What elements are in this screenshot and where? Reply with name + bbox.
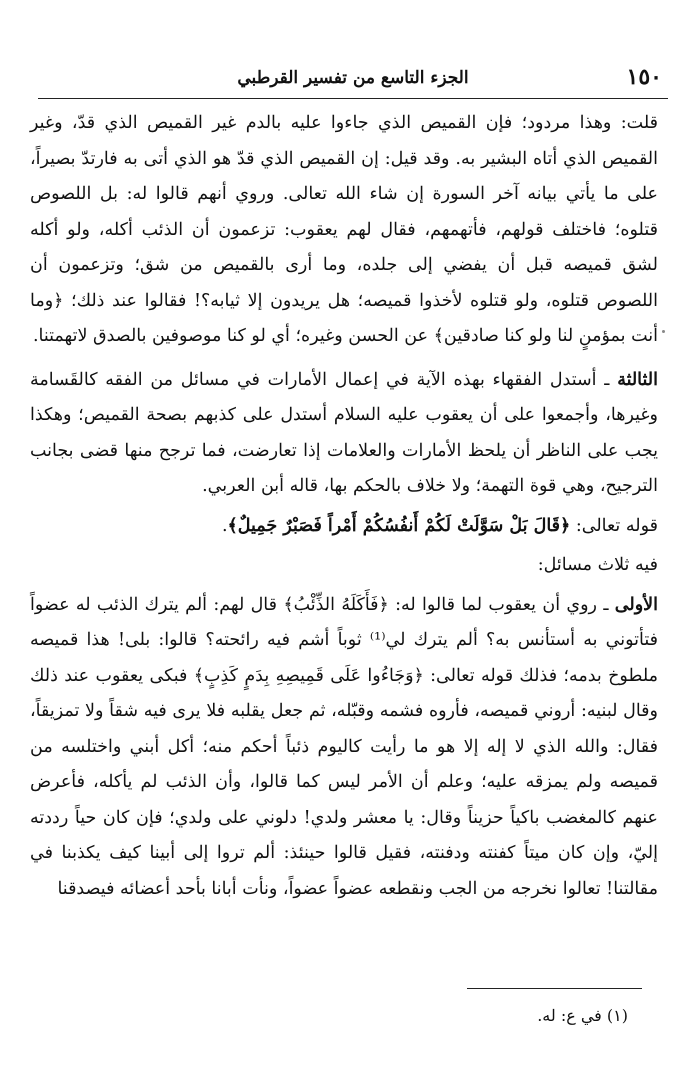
header-title: الجزء التاسع من تفسير القرطبي <box>237 68 469 88</box>
quran-verse: ﴿قَالَ بَلْ سَوَّلَتْ لَكُمْ أَنفُسُكُمْ أَمْراً فَصَبْرٌ جَمِيلٌ﴾ <box>227 515 571 536</box>
paragraph-first-text: ـ روي أن يعقوب لما قالوا له: ﴿فَأَكَلَهُ الذِّئْبُ﴾ قال لهم: ألم يترك الذئب له عضواً فتأتوني به أستأنس به؟ ألم يترك لي⁽¹⁾ ثوباً أشم فيه رائحته؟ قالوا: بلى! هذا قميصه ملطوخ بدمه؛ فذلك قوله تعالى: ﴿وَجَاءُوا عَلَى قَمِيصِهِ بِدَمٍ كَذِبٍ﴾ فبكى يعقوب عند ذلك وقال لبنيه: أروني قميصه، فأروه فشمه وقبّله، ثم جعل يقلبه فلا يرى فيه شقاً ولا تمزيقاً، فقال: والله الذي لا إله إلا هو ما رأيت كاليوم ذئباً أحكم منه؛ أكل أبني واختلسه من قميصه ولم يمزقه عليه؛ وعلم أن الأمر ليس كما قالوا، وأن الذئب لم يأكله، فأعرض عنهم كالمغضب باكياً حزيناً وقال: يا معشر ولدي! دلوني على ولدي؛ فإن كان حياً رددته إليّ، وإن كان ميتاً كفنته ودفنته، فقيل قالوا حينئذ: ألم تروا إلى أبينا كيف يكذبنا في مقالتنا! تعالوا نخرجه من الجب ونقطعه عضواً عضواً، ونأت أبانا بأحد أعضائه فيصدقنا <box>30 594 658 899</box>
paragraph-third-text: ـ أستدل الفقهاء بهذه الآية في إعمال الأمارات في مسائل من الفقه كالقَسامة وغيرها، وأجمعوا على أن يعقوب عليه السلام أستدل على كذبهم بصحة القميص؛ وهكذا يجب على الناظر أن يلحظ الأمارات والعلامات إذا تعارضت، فما ترجح منها قضى بجانب الترجيح، وهي قوة التهمة؛ ولا خلاف بالحكم بها، قاله أبن العربي. <box>30 369 658 496</box>
issue-heading-first: الأولى <box>614 594 658 615</box>
footnote-divider <box>467 988 642 989</box>
paragraph-third-issue <box>30 363 658 505</box>
issue-heading-third: الثالثة <box>617 369 658 390</box>
margin-mark <box>662 330 665 333</box>
footnote: (١) في ع: له. <box>537 1006 628 1025</box>
paragraph-verse <box>30 509 658 545</box>
paragraph-first-issue <box>30 588 658 908</box>
page-number: ١٥٠ <box>626 64 662 90</box>
paragraph-commentary: قلت: وهذا مردود؛ فإن القميص الذي جاءوا عليه بالدم غير القميص الذي قدّ، وغير القميص الذي أتاه البشير به. وقد قيل: إن القميص الذي قدّ هو الذي أتى به فارتدّ بصيراً، على ما يأتي بيانه آخر السورة إن شاء الله تعالى. وروي أنهم قالوا له: بل اللصوص قتلوه؛ فاختلف قولهم، فأتهمهم، فقال لهم يعقوب: تزعمون أن الذئب أكله، ولو أكله لشق قميصه قبل أن يفضي إلى جلده، وما أرى بالقميص من شق؛ وتزعمون أن اللصوص قتلوه، ولو قتلوه لأخذوا قميصه؛ هل يريدون إلا ثيابه؟! فقالوا عند ذلك؛ ﴿وما أنت بمؤمنٍ لنا ولو كنا صادقين﴾ عن الحسن وغيره؛ أي لو كنا موصوفين بالصدق لاتهمتنا. <box>30 113 658 346</box>
running-header <box>38 58 668 99</box>
verse-end: . <box>221 515 228 536</box>
paragraph-issues-count: فيه ثلاث مسائل: <box>537 555 658 575</box>
body-text <box>30 106 658 907</box>
verse-intro: قوله تعالى: <box>570 515 658 536</box>
